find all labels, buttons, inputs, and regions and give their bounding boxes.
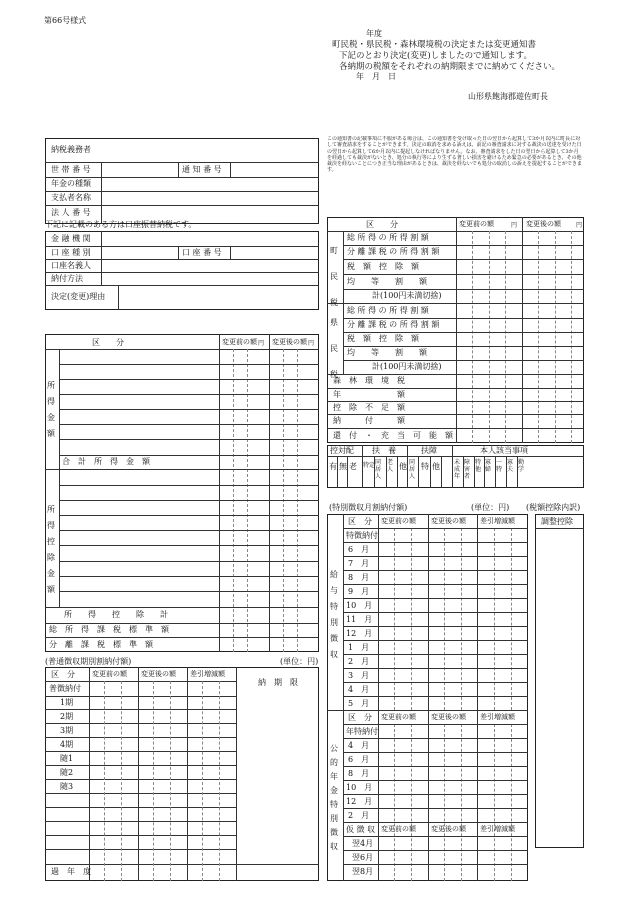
payer-name-label: 支払者名称 — [51, 193, 91, 202]
total-income-label: 合 計 所 得 金 額 — [62, 457, 150, 466]
provisional-header: 仮 徴 収 — [346, 825, 376, 834]
comprehensive-taxable-label: 総 所 得 課 税 標 準 額 — [49, 625, 169, 634]
futsu-due-header: 納 期 限 — [258, 678, 298, 687]
dep-col: 特他 — [475, 459, 482, 473]
tax-row: 計(100円未満切捨) — [372, 291, 442, 300]
deduction-section-label: 所得控除金額 — [47, 505, 55, 594]
provisional-after-header: 変更後の額 — [431, 825, 466, 833]
account-transfer-note: 下記に記載のある方は口座振替納税です。 — [45, 220, 197, 229]
futsu-row-label: 3期 — [60, 726, 74, 735]
tokubetsu-after-header: 変更後の額 — [431, 517, 466, 525]
futsu-diff-header: 差引増減額 — [190, 670, 225, 678]
taxpayer-label: 納税義務者 — [51, 145, 91, 154]
month-row: 特徴納付 — [346, 531, 378, 540]
dep-col: 同居人 — [409, 459, 416, 480]
futsu-before-header: 変更前の額 — [92, 670, 127, 678]
account-type-label: 口 座 種 別 — [51, 248, 91, 257]
tokubetsu-before-header-2: 変更前の額 — [381, 713, 416, 721]
tokubetsu-diff-header-2: 差引増減額 — [480, 713, 515, 721]
tax-row: 均 等 割 額 — [347, 277, 427, 286]
pension-month-row: 6 月 — [348, 755, 370, 764]
provisional-row: 翌8月 — [352, 867, 374, 876]
month-row: 1 月 — [348, 643, 370, 652]
dep-col: 障害者 — [464, 459, 471, 480]
kojo-header: 控対配 — [330, 446, 354, 455]
tax-row: 税 額 控 除 額 — [347, 262, 419, 271]
pension-special-label: 公的年金特別徴収 — [330, 744, 338, 851]
income-section-label: 所得金額 — [47, 381, 55, 438]
month-row: 12 月 — [346, 629, 373, 638]
tax-row: 還 付 ・ 充 当 可 能 額 — [333, 431, 453, 440]
adjustment-credit-label: 調整控除 — [541, 517, 573, 526]
tax-row: 均 等 割 額 — [347, 348, 427, 357]
dep-col: 他 — [399, 462, 407, 471]
tax-row: 税 額 控 除 額 — [347, 334, 419, 343]
dep-col: 特 — [421, 462, 429, 471]
corporate-number-label: 法 人 番 号 — [51, 208, 91, 217]
past-year-label: 過 年 度 — [51, 867, 91, 876]
month-row: 11 月 — [346, 615, 373, 624]
dep-col: 勤学 — [518, 459, 525, 473]
appeal-notice: この通知書の記載事項に不服がある場合は、この通知書を受け取った日の翌日から起算して3か月以内に町長に対して審査請求をすることができます。決定の取消を求める訴えは、前記の審査請求に対する裁決の送達を受けた日の翌日から起算して6か月以内に提起しなければなりません。なお、審査請求をした日の翌日から起算して3か月を経過しても裁決がないとき、処分の執行等により生ずる著しい損害を避けるため緊急の必要があるとき、その他裁決を経ないことにつき正当な理由があるときは、裁決を経ないでも処分の取消しの訴えを提起することができます。 — [327, 136, 582, 174]
salary-special-label: 給与特別徴収 — [330, 570, 338, 659]
month-row: 5 月 — [348, 699, 370, 708]
tokubetsu-col-header: 区 分 — [348, 517, 372, 526]
futsu-row-label: 随3 — [60, 782, 74, 791]
tokubetsu-unit: (単位：円) — [471, 503, 510, 512]
tax-row: 森 林 環 境 税 — [333, 376, 405, 385]
bank-label: 金 融 機 関 — [51, 234, 91, 243]
honnin-header: 本人該当事項 — [480, 446, 528, 455]
pension-month-row: 2 月 — [348, 811, 370, 820]
page-title: 町民税・県民税・森林環境税の決定または変更通知書 — [332, 40, 537, 50]
fiscal-year: 年度 — [366, 29, 382, 38]
month-row: 9 月 — [348, 587, 370, 596]
tax-row: 年 額 — [333, 390, 405, 399]
provisional-row: 翌4月 — [352, 839, 374, 848]
tax-row: 総 所 得 の 所 得 割 額 — [347, 233, 429, 242]
income-after-yen: 円 — [308, 340, 315, 347]
futsu-unit: (単位：円) — [280, 657, 319, 666]
tokubetsu-title: (特別徴収月割納付額) — [329, 503, 408, 512]
dep-col: 有 — [329, 462, 337, 471]
issuer: 山形県飽海郡遊佐町長 — [468, 92, 548, 101]
tax-row: 納 付 額 — [333, 416, 405, 425]
dep-col: 老 — [349, 462, 357, 471]
town-tax-label: 町民税 — [330, 246, 338, 307]
tax-row: 分 離 課 税 の 所 得 割 額 — [347, 247, 440, 256]
pension-month-row: 4 月 — [348, 741, 370, 750]
form-number: 第66号様式 — [44, 16, 87, 25]
income-after-header: 変更後の額 — [272, 338, 307, 346]
dep-col: 寡婦 — [485, 459, 492, 473]
dep-col: 寡夫 — [507, 459, 514, 473]
futsu-col-header: 区 分 — [51, 670, 75, 679]
futsu-row-label: 随1 — [60, 754, 74, 763]
income-table — [45, 334, 319, 652]
tax-credit-table — [535, 514, 584, 848]
month-row: 4 月 — [348, 685, 370, 694]
household-number-label: 世 帯 番 号 — [51, 165, 91, 174]
change-reason-label: 決定(変更)理由 — [51, 292, 106, 301]
payment-method-label: 納付方法 — [51, 274, 83, 283]
fuyo2-header: 扶障 — [421, 446, 437, 455]
pension-type-label: 年金の種類 — [51, 179, 91, 188]
futsu-after-header: 変更後の額 — [141, 670, 176, 678]
futsu-row-label: 1期 — [60, 698, 74, 707]
provisional-diff-header: 差引増減額 — [480, 825, 515, 833]
month-row: 6 月 — [348, 545, 370, 554]
pension-month-row: 年特納付 — [346, 727, 378, 736]
tokubetsu-diff-header: 差引増減額 — [480, 517, 515, 525]
dep-col: 老人 — [387, 459, 394, 473]
header-line2: 下記のとおり決定(変更)しましたので通知します。 — [339, 51, 532, 61]
account-number-label: 口 座 番 号 — [182, 248, 222, 257]
month-row: 3 月 — [348, 671, 370, 680]
deduction-total-label: 所 得 控 除 計 — [64, 610, 168, 619]
tax-row: 計(100円未満切捨) — [372, 362, 442, 371]
provisional-before-header: 変更前の額 — [381, 825, 416, 833]
dep-col: 特定 — [363, 462, 376, 469]
dep-col: 他 — [432, 462, 440, 471]
month-row: 7 月 — [348, 559, 370, 568]
dep-col: 同居人 — [375, 459, 382, 480]
issue-date: 年 月 日 — [356, 72, 396, 81]
pension-month-row: 12 月 — [346, 797, 373, 806]
futsu-row-label: 普徴納付 — [49, 684, 81, 693]
tokubetsu-col-header-2: 区 分 — [348, 713, 372, 722]
tax-before-header: 変更前の額 — [459, 220, 494, 228]
month-row: 8 月 — [348, 573, 370, 582]
dep-col: 未成年 — [454, 459, 461, 480]
dep-col: 一特 — [496, 459, 503, 473]
notice-number-label: 通 知 番 号 — [182, 165, 222, 174]
tokubetsu-before-header: 変更前の額 — [381, 517, 416, 525]
income-before-yen: 円 — [258, 340, 265, 347]
futsu-row-label: 4期 — [60, 740, 74, 749]
provisional-row: 翌6月 — [352, 853, 374, 862]
tax-before-yen: 円 — [511, 222, 518, 229]
pension-month-row: 8 月 — [348, 769, 370, 778]
pref-tax-label: 県民税 — [330, 318, 338, 379]
tax-col-header: 区 分 — [366, 220, 398, 229]
tax-row: 分 離 課 税 の 所 得 割 額 — [347, 320, 440, 329]
tax-credit-title: (税額控除内訳) — [526, 503, 581, 512]
fuyo-header: 扶 養 — [372, 446, 396, 455]
separate-taxable-label: 分 離 課 税 標 準 額 — [49, 640, 153, 649]
futsu-title: (普通徴収期別割納付額) — [45, 657, 132, 666]
month-row: 10 月 — [346, 601, 373, 610]
tax-after-yen: 円 — [576, 222, 583, 229]
tokubetsu-after-header-2: 変更後の額 — [431, 713, 466, 721]
tax-row: 控 除 不 足 額 — [333, 403, 405, 412]
dep-col: 無 — [339, 462, 347, 471]
tax-row: 総 所 得 の 所 得 割 額 — [347, 306, 429, 315]
header-line3: 各納期の税額をそれぞれの納期限までに納めてください。 — [339, 62, 561, 72]
futsu-row-label: 2期 — [60, 712, 74, 721]
pension-month-row: 10 月 — [346, 783, 373, 792]
month-row: 2 月 — [348, 657, 370, 666]
tax-after-header: 変更後の額 — [526, 220, 561, 228]
income-col-header: 区 分 — [92, 338, 124, 347]
futsu-row-label: 随2 — [60, 768, 74, 777]
account-holder-label: 口座名義人 — [51, 261, 91, 270]
income-before-header: 変更前の額 — [222, 338, 257, 346]
